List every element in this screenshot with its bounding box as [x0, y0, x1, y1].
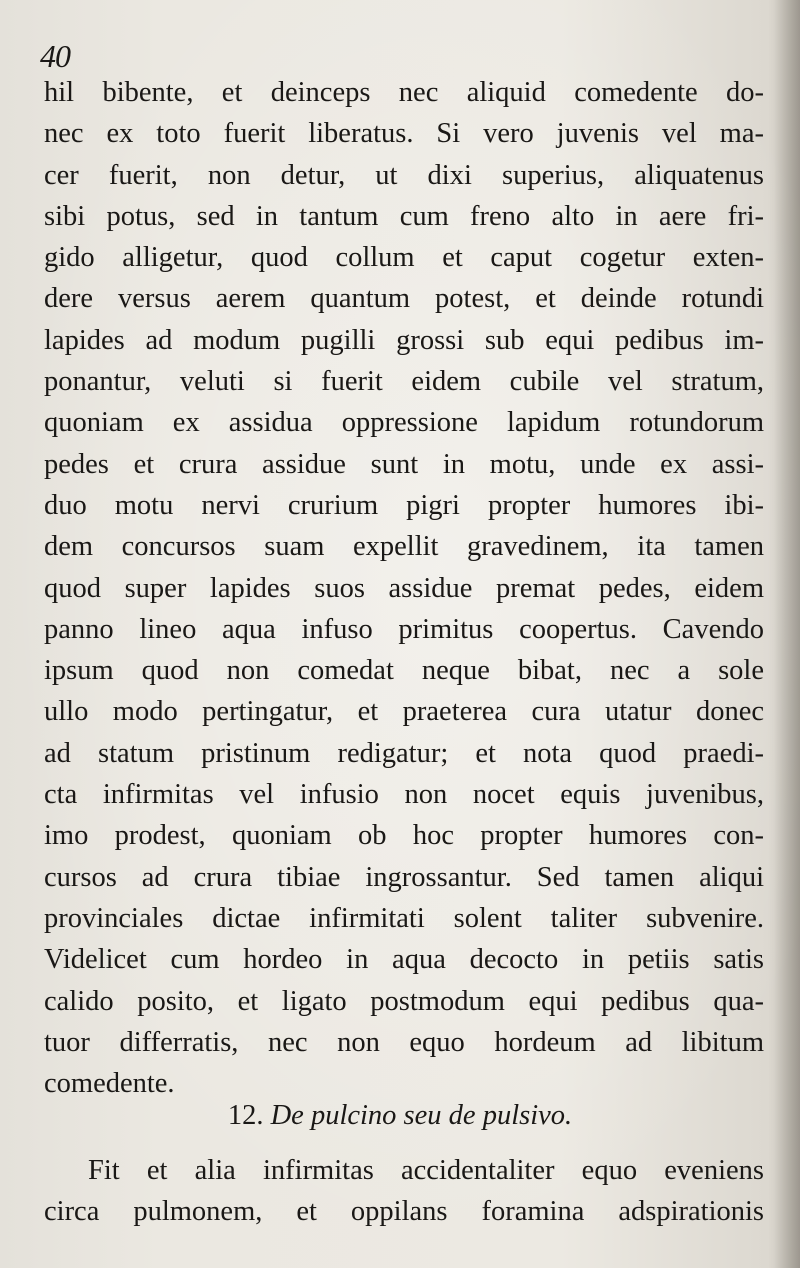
text-line: comedente.: [44, 1068, 175, 1100]
text-line: dem concursos suam expellit gravedinem, ita tamen: [44, 531, 764, 563]
text-line: quod super lapides suos assidue premat pedes, eidem: [44, 572, 764, 604]
text-line: nec ex toto fuerit liberatus. Si vero juvenis vel ma-: [44, 118, 764, 150]
page-number: 40: [40, 38, 70, 74]
text-line: lapides ad modum pugilli grossi sub equi pedibus im-: [44, 324, 764, 356]
text-line: ipsum quod non comedat neque bibat, nec a sole: [44, 655, 764, 687]
text-line: cer fuerit, non detur, ut dixi superius, aliquatenus: [44, 159, 764, 191]
text-line: sibi potus, sed in tantum cum freno alto in aere fri-: [44, 200, 764, 232]
section-heading: [0, 1094, 800, 1138]
text-line: Videlicet cum hordeo in aqua decocto in petiis satis: [44, 944, 764, 976]
text-line: calido posito, et ligato postmodum equi pedibus qua-: [44, 985, 764, 1017]
text-line: ullo modo pertingatur, et praeterea cura utatur donec: [44, 696, 764, 728]
paragraph-1: [44, 72, 764, 1104]
text-line: quoniam ex assidua oppressione lapidum rotundorum: [44, 407, 764, 439]
text-line: duo motu nervi crurium pigri propter humores ibi-: [44, 489, 764, 521]
text-line: gido alligetur, quod collum et caput cogetur exten-: [44, 242, 764, 274]
text-line: ponantur, veluti si fuerit eidem cubile vel stratum,: [44, 366, 764, 398]
text-line: provinciales dictae infirmitati solent taliter subvenire.: [44, 902, 764, 934]
text-line: pedes et crura assidue sunt in motu, unde ex assi-: [44, 448, 764, 480]
paragraph-2: [44, 1150, 764, 1233]
text-line: Fit et alia infirmitas accidentaliter equo eveniens: [88, 1155, 764, 1186]
text-line: dere versus aerem quantum potest, et deinde rotundi: [44, 283, 764, 315]
text-line: ad statum pristinum redigatur; et nota quod praedi-: [44, 737, 764, 769]
section-number: 12.: [227, 1100, 271, 1131]
text-line: cursos ad crura tibiae ingrossantur. Sed tamen aliqui: [44, 861, 764, 893]
text-line: hil bibente, et deinceps nec aliquid comedente do-: [44, 77, 764, 108]
text-line: circa pulmonem, et oppilans foramina adspirationis: [44, 1196, 764, 1228]
text-line: tuor differratis, nec non equo hordeum ad libitum: [44, 1026, 764, 1058]
text-line: panno lineo aqua infuso primitus coopertus. Cavendo: [44, 613, 764, 645]
text-line: imo prodest, quoniam ob hoc propter humores con-: [44, 820, 764, 852]
gutter-shadow: [774, 0, 800, 1268]
text-line: cta infirmitas vel infusio non nocet equis juvenibus,: [44, 779, 764, 811]
section-title: De pulcino seu de pulsivo.: [270, 1100, 573, 1131]
